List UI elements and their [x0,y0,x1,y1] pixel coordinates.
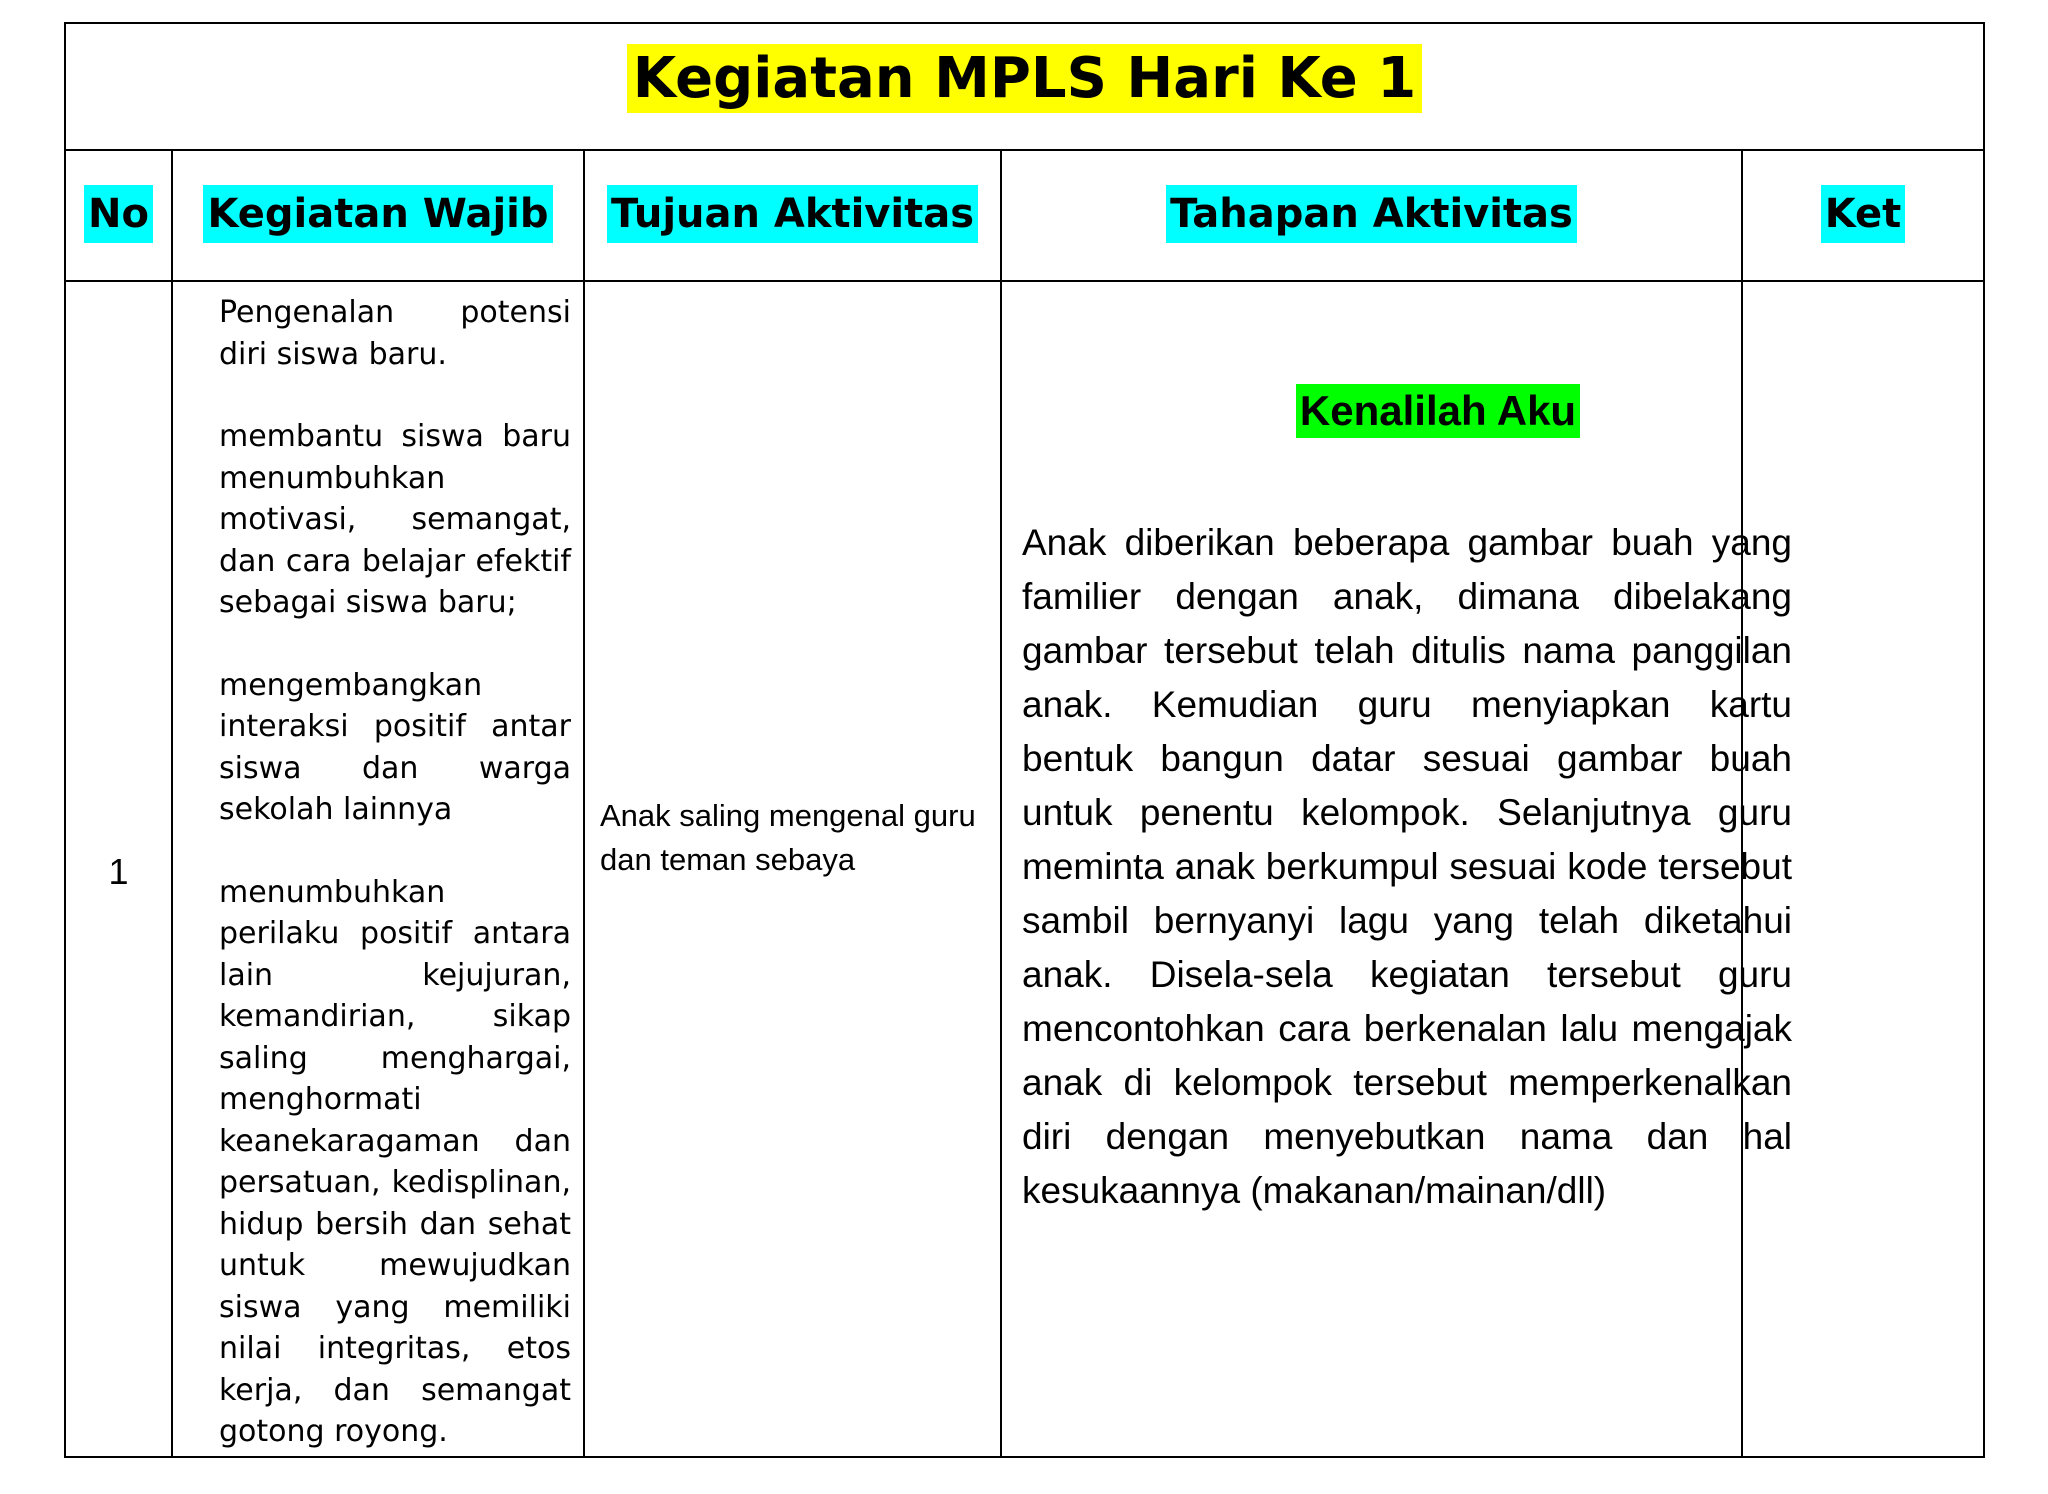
header-cell-kegiatan-wajib [173,151,583,280]
header-tujuan-aktivitas: Tujuan Aktivitas [607,185,978,243]
header-cell-tujuan-aktivitas [585,151,1000,280]
tahapan-title-wrap [1082,384,1794,438]
kegiatan-wajib-item: membantu siswa baru menumbuhkan motivasi, semangat, dan cara belajar efektif sebagai siswa baru; [219,419,571,620]
title-row [66,24,1983,151]
header-row [66,151,1983,282]
header-cell-tahapan-aktivitas [1002,151,1741,280]
page-title: Kegiatan MPLS Hari Ke 1 [627,44,1422,114]
header-tahapan-aktivitas: Tahapan Aktivitas [1166,185,1577,243]
tujuan-aktivitas-cell: Anak saling mengenal guru dan teman sebaya [600,798,976,877]
header-cell-no [66,151,171,280]
tahapan-aktivitas-text: Anak diberikan beberapa gambar buah yang familier dengan anak, dimana dibelakang gambar tersebut telah ditulis nama panggilan anak. Kemudian guru menyiapkan kartu bentuk bangun datar sesuai gambar buah untuk penentu kelompok. Selanjutnya guru meminta anak berkumpul sesuai kode tersebut sambil bernyanyi lagu yang telah diketahui anak. Disela-sela kegiatan tersebut guru mencontohkan cara berkenalan lalu mengajak anak di kelompok tersebut memperkenalkan diri dengan menyebutkan nama dan hal kesukaannya (makanan/mainan/dll) [1022,522,1792,1211]
header-kegiatan-wajib: Kegiatan Wajib [203,185,552,243]
header-no: No [84,185,153,243]
row-number: 1 [108,851,129,892]
table-row [66,282,1983,1456]
kegiatan-wajib-item: mengembangkan interaksi positif antar siswa dan warga sekolah lainnya [219,667,571,827]
header-ket: Ket [1821,185,1906,243]
tahapan-title: Kenalilah Aku [1296,384,1580,438]
header-cell-ket [1743,151,1983,280]
kegiatan-wajib-cell [219,292,571,1494]
kegiatan-wajib-item: Pengenalan potensi diri siswa baru. [219,295,571,372]
activity-table [64,22,1985,1458]
kegiatan-wajib-item: menumbuhkan perilaku positif antara lain kejujuran, kemandirian, sikap saling menghargai, menghormati keanekaragaman dan persatuan, kedisplinan, hidup bersih dan sehat untuk mewujudkan siswa yang memiliki nilai integritas, etos kerja, dan semangat gotong royong. [219,874,571,1449]
